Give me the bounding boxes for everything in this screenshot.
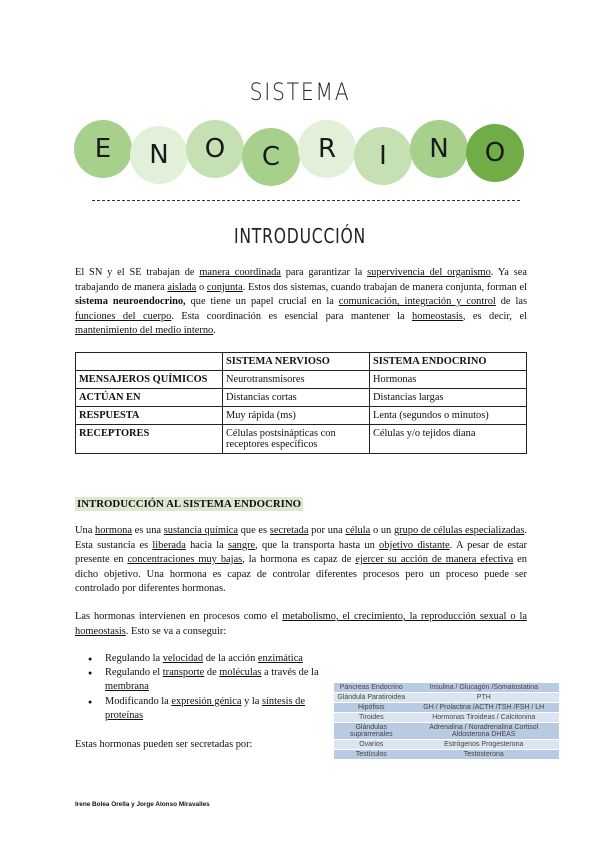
gland-cell: Páncreas Endocrino bbox=[334, 683, 409, 693]
text-run: . Esta sustancia es bbox=[75, 525, 527, 551]
hormone-cell: Insulina / Glucagón /Somatostatina bbox=[409, 683, 559, 693]
hormone-cell: Adrenalina / Noradrenalina Cortisol Aldosterona DHEAS bbox=[409, 723, 559, 740]
dashed-divider bbox=[92, 200, 520, 201]
table-row bbox=[76, 389, 527, 407]
text-run: de bbox=[204, 667, 220, 679]
text-run: , que la transporta hasta un bbox=[255, 539, 380, 551]
underlined-term: grupo de células especializadas bbox=[393, 525, 525, 536]
letter: C bbox=[261, 142, 281, 172]
text-run: Una bbox=[75, 525, 96, 536]
hormone-cell: PTH bbox=[409, 693, 559, 703]
gland-cell: Glándula Paratiroidea bbox=[334, 693, 409, 703]
text-run: de la acción bbox=[203, 653, 258, 664]
letter: R bbox=[317, 134, 337, 164]
row-label: ACTÚAN EN bbox=[76, 389, 223, 407]
table-row bbox=[334, 723, 559, 740]
bullet-list bbox=[75, 652, 330, 723]
gland-cell: Ovarios bbox=[334, 740, 409, 750]
cell: Hormonas bbox=[370, 371, 527, 389]
table-header-nervioso: SISTEMA NERVIOSO bbox=[223, 353, 370, 371]
text-run: El SN y el SE trabajan de bbox=[75, 267, 200, 278]
underlined-term: supervivencia del organismo bbox=[367, 267, 491, 278]
underlined-term: liberada bbox=[152, 539, 186, 551]
text-run: Regulando el bbox=[105, 667, 163, 679]
underlined-term: objetivo distante bbox=[379, 539, 450, 551]
table-header-empty bbox=[76, 353, 223, 371]
intro-paragraph bbox=[75, 266, 527, 339]
underlined-term: manera coordinada bbox=[199, 267, 281, 278]
underlined-term: mantenimiento del medio interno bbox=[75, 325, 214, 337]
text-run: y la bbox=[241, 695, 262, 707]
letter-circle bbox=[466, 124, 524, 182]
text-run: o un bbox=[370, 525, 394, 536]
table-row bbox=[76, 407, 527, 425]
underlined-term: enzimática bbox=[257, 653, 303, 664]
underlined-term: comunicación, integración y control bbox=[338, 296, 496, 308]
text-run: a través de la bbox=[261, 667, 319, 679]
underlined-term: sangre bbox=[228, 539, 256, 551]
table-row bbox=[334, 703, 559, 713]
letter-circle bbox=[354, 127, 412, 185]
list-item bbox=[75, 695, 330, 723]
text-run: . A pesar de estar presente en bbox=[75, 539, 527, 566]
gland-cell: Tiroides bbox=[334, 713, 409, 723]
gland-cell: Glándulas suprarrenales bbox=[334, 723, 409, 740]
table-row bbox=[76, 425, 527, 454]
text-run: Modificando la bbox=[105, 695, 172, 707]
underlined-term: sustancia química bbox=[163, 525, 239, 536]
table-row bbox=[334, 683, 559, 693]
underlined-term: célula bbox=[345, 525, 371, 536]
text-run: , la hormona es capaz de bbox=[242, 554, 356, 566]
underlined-term: velocidad bbox=[162, 653, 204, 664]
text-run: . Ya sea trabajando de manera bbox=[75, 267, 527, 293]
text-run: que tiene un papel crucial en la bbox=[185, 296, 339, 308]
cell: Lenta (segundos o minutos) bbox=[370, 407, 527, 425]
underlined-term: moléculas bbox=[219, 667, 262, 679]
text-run: . Esto se va a conseguir: bbox=[125, 625, 227, 637]
cell: Distancias cortas bbox=[223, 389, 370, 407]
row-label: RESPUESTA bbox=[76, 407, 223, 425]
hormone-cell: GH / Prolactina /ACTH /TSH /FSH / LH bbox=[409, 703, 559, 713]
underlined-term: secretada bbox=[269, 525, 309, 536]
letter: N bbox=[149, 140, 169, 170]
text-run: de las bbox=[495, 296, 527, 308]
underlined-term: conjunta bbox=[206, 281, 243, 293]
text-run: sistema neuroendocrino, bbox=[75, 296, 186, 308]
comparison-table bbox=[75, 352, 527, 454]
text-run: hacia la bbox=[185, 539, 229, 551]
list-item bbox=[75, 652, 330, 666]
cell: Muy rápida (ms) bbox=[223, 407, 370, 425]
letter: O bbox=[204, 134, 226, 164]
letter: I bbox=[379, 141, 387, 171]
gland-cell: Hipófisis bbox=[334, 703, 409, 713]
text-run: , es decir, el bbox=[462, 310, 527, 322]
underlined-term: hormona bbox=[95, 525, 132, 536]
letter-circle bbox=[130, 126, 188, 184]
letter-circle bbox=[298, 120, 356, 178]
text-run: Las hormonas intervienen en procesos como el bbox=[75, 611, 283, 622]
table-row bbox=[334, 713, 559, 723]
letter: O bbox=[484, 138, 506, 168]
underlined-term: homeostasis bbox=[412, 310, 463, 322]
letter-circle bbox=[186, 120, 244, 178]
section-title: INTRODUCCIÓN AL SISTEMA ENDOCRINO bbox=[77, 498, 302, 510]
letter: N bbox=[429, 134, 449, 164]
footer-authors: Irene Bolea Orella y Jorge Alonso Miravalles bbox=[75, 801, 210, 808]
list-item bbox=[75, 666, 330, 694]
gland-cell: Testículos bbox=[334, 750, 409, 760]
row-label: MENSAJEROS QUÍMICOS bbox=[76, 371, 223, 389]
table-header-endocrino: SISTEMA ENDOCRINO bbox=[370, 353, 527, 371]
row-label: RECEPTORES bbox=[76, 425, 223, 454]
text-run: es una bbox=[131, 525, 164, 536]
text-run: por una bbox=[308, 525, 346, 536]
underlined-term: ejercer su acción de manera efectiva bbox=[355, 554, 514, 566]
title-sistema: SISTEMA bbox=[249, 78, 351, 106]
table-row bbox=[334, 750, 559, 760]
hormone-cell: Hormonas Tiroideas / Calcitonina bbox=[409, 713, 559, 723]
text-run: o bbox=[196, 281, 207, 293]
cell: Distancias largas bbox=[370, 389, 527, 407]
text-run: . Esta coordinación es esencial para mantener la bbox=[171, 310, 413, 322]
table-row bbox=[76, 371, 527, 389]
text-run: . Estos dos sistemas, cuando trabajan de manera conjunta, forman el bbox=[242, 281, 527, 293]
underlined-term: expresión génica bbox=[171, 695, 242, 707]
table-row bbox=[334, 693, 559, 703]
underlined-term: membrana bbox=[105, 681, 149, 693]
cell: Células postsinápticas con receptores específicos bbox=[223, 425, 370, 454]
letter-circle bbox=[74, 120, 132, 178]
cell: Neurotransmisores bbox=[223, 371, 370, 389]
intro-title: INTRODUCCIÓN bbox=[233, 224, 367, 248]
text-run: que es bbox=[238, 525, 270, 536]
hormone-processes-paragraph bbox=[75, 610, 527, 639]
cell: Células y/o tejidos diana bbox=[370, 425, 527, 454]
hormone-table bbox=[334, 683, 559, 760]
underlined-term: metabolismo, el crecimiento, la reproducción sexual o la homeostasis bbox=[75, 611, 527, 637]
text-run: Regulando la bbox=[105, 653, 163, 664]
text-run: . bbox=[213, 325, 216, 337]
letter-circle bbox=[410, 120, 468, 178]
underlined-term: funciones del cuerpo bbox=[75, 310, 172, 322]
underlined-term: transporte bbox=[162, 667, 205, 679]
table-header-row bbox=[76, 353, 527, 371]
underlined-term: aislada bbox=[167, 281, 197, 293]
underlined-term: concentraciones muy bajas bbox=[127, 554, 243, 566]
hormone-cell: Estrógenos Progesterona bbox=[409, 740, 559, 750]
underlined-term: síntesis de proteínas bbox=[105, 695, 305, 721]
secreted-by-text: Estas hormonas pueden ser secretadas por: bbox=[75, 739, 253, 750]
table-row bbox=[334, 740, 559, 750]
letter: E bbox=[94, 134, 112, 164]
hormone-definition-paragraph bbox=[75, 524, 527, 597]
text-run: en dicho objetivo. Una hormona es capaz de controlar diferentes procesos pero un proceso puede ser controlado por diferentes hormonas. bbox=[75, 554, 527, 595]
hormone-cell: Testosterona bbox=[409, 750, 559, 760]
text-run: para garantizar la bbox=[280, 267, 368, 278]
letter-circle bbox=[242, 128, 300, 186]
